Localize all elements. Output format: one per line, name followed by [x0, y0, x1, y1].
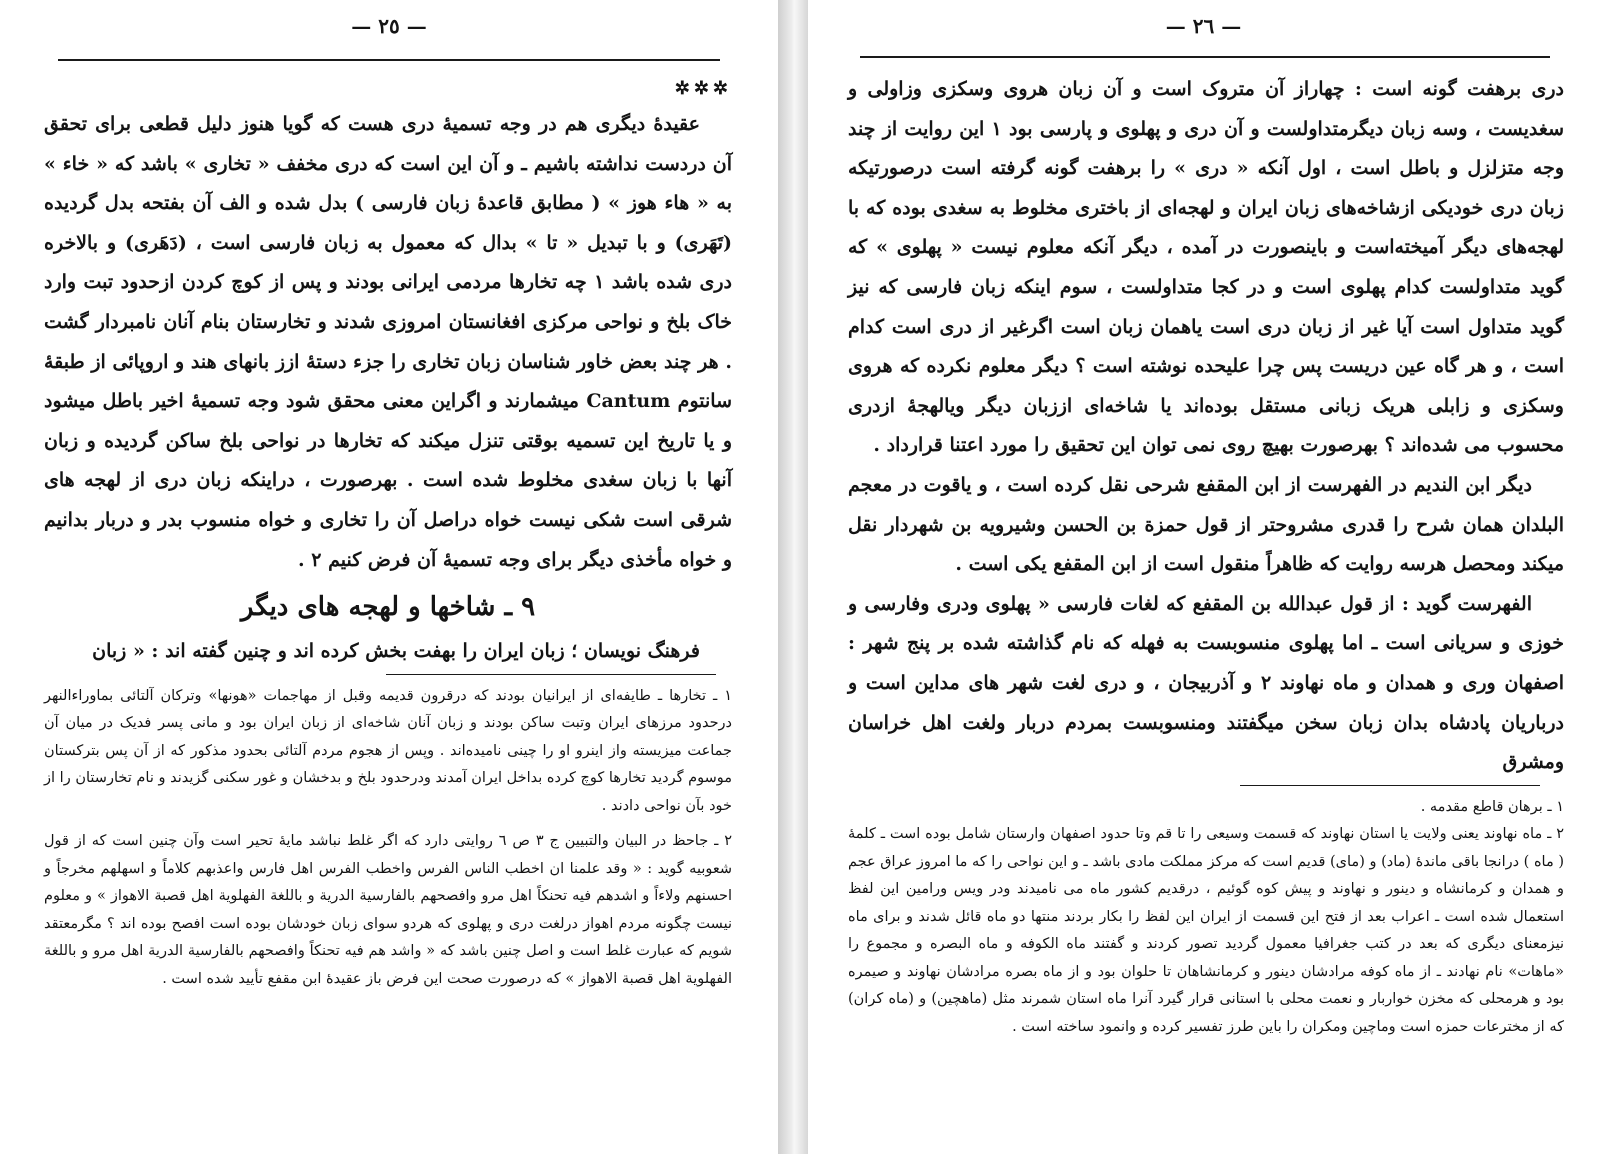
footnote: ١ ـ برهان قاطع مقدمه . [1420, 798, 1564, 815]
body-paragraph: فرهنگ نویسان ؛ زبان ایران را بهفت بخش کرده اند و چنین گفته اند : « زبان [92, 640, 700, 663]
body-paragraph: دیگر ابن الندیم در الفهرست از ابن المقفع شرحی نقل کرده است ، و یاقوت در معجم البلدان همان شرح را قدری مشروحتر از قول حمزة بن الحسن وشیرویه بن شهردار نقل میکند ومحصل هرسه روایت که ظاهراً منقول است از ابن المقفع یکی است . [848, 473, 1564, 576]
page-body [848, 70, 1564, 1041]
right-page [808, 0, 1599, 1154]
footnote: ١ ـ تخارها ـ طایفه‌ای از ایرانیان بودند که درقرون قدیمه وقبل از مهاجمات «هونها» وترکان آلتائی بماوراءالنهر درحدود مرزهای ایران وتبت ساکن بودند و زبان آنان شاخه‌ای از زبان ایران بود و مانی پسر فدیک در میان آن جماعت میزیسته واز اینرو او را چینی نامیده‌اند . وپس از هجوم مردم آلتائی بحدود مذکور که از آن پس بترکستان موسوم گردید تخارها کوچ کرده بداخل ایران آمدند ودرحدود بلخ و بدخشان و غور سکنی گزیدند و نام تخارستان را از خود بآن نواحی دادند . [44, 687, 732, 814]
section-heading: ٩ ـ شاخها و لهجه های دیگر [240, 592, 536, 623]
header-rule [58, 59, 720, 61]
body-paragraph: عقیدهٔ دیگری هم در وجه تسمیهٔ دری هست که گویا هنوز دلیل قطعی برای تحقق آن دردست نداشته باشیم ـ و آن این است که دری مخفف « تخاری » باشد که « خاء » به « هاء هوز » ( مطابق قاعدهٔ زبان فارسی ) بدل شده و الف آن بفتحه بدل گردیده (تَهَری) و با تبدیل « تا » بدال که معمول به زبان فارسی است ، (دَهَری) و بالاخره دری شده باشد ١ چه تخارها مردمی ایرانی بودند و پس از کوچ کردن ازحدود تبت وارد خاک بلخ و نواحی مرکزی افغانستان امروزی شدند و تخارستان بنام آنان نامبردار گشت . هر چند بعض خاور شناسان زبان تخاری را جزء دستهٔ ازز بانهای هند و اروپائی از طبقهٔ سانتوم Cantum میشمارند و اگراین معنی محقق شود وجه تسمیهٔ اخیر باطل میشود و یا تاریخ این تسمیه بوقتی تنزل میکند که تخارها در نواحی بلخ ساکن گردیده و زبان آنها با زبان سغدی مخلوط شده است . بهرصورت ، دراینکه زبان دری از لهجه های شرقی است شکی نیست خواه دراصل آن را تخاری و خواه منسوب بدر و دربار بدانیم و خواه مأخذی دیگر برای وجه تسمیهٔ آن فرض کنیم ٢ . [44, 113, 732, 571]
header-rule [860, 56, 1550, 58]
book-gutter [778, 0, 808, 1154]
body-paragraph: الفهرست گوید : از قول عبدالله بن المقفع که لغات فارسی « پهلوی ودری وفارسی و خوزی و سریانی است ـ اما پهلوی منسوبست به فهله که نام گذاشته شده بر پنج شهر : اصفهان وری و همدان و ماه نهاوند ٢ و آذربیجان ، و دری لغت شهر های مداین است و درباریان پادشاه بدان زبان سخن میگفتند ومنسوبست بمردم دربار ولغت اهل خراسان ومشرق [848, 592, 1564, 774]
footnote-rule [1240, 785, 1540, 786]
page-number: — ٢٥ — [351, 14, 427, 38]
body-paragraph: دری برهفت گونه است : چهاراز آن متروک است و آن زبان هروی وسکزی وزاولی و سغدیست ، وسه زبان دیگرمتداولست و آن دری و پهلوی و پارسی بود ١ این روایت از چند وجه متزلزل و باطل است ، اول آنکه « دری » را برهفت گونه گرفته است درصورتیکه زبان دری خودیکی ازشاخه‌های زبان ایران و لهجه‌ای از باختری مخلوط به سغدی بوده که با لهجه‌های دیگر آمیخته‌است و باینصورت در آمده ، دیگر آنکه معلوم نیست « پهلوی » که گوید متداولست کدام پهلوی است و در کجا متداولست ، سوم اینکه زبان فارسی که نیز گوید متداول است آیا غیر از زبان دری است یاهمان زبان است اگرغیر از دری است کدام است ، و هر گاه عین دریست پس چرا علیحده نوشته است ؟ دیگر معلوم نکرده که هروی وسکزی و زابلی هریک زبانی مستقل بوده‌اند یا شاخه‌ای اززبان دیگر ویالهجهٔ ازدری محسوب می شده‌اند ؟ بهرصورت بهیچ روی نمی توان این تحقیق را مورد اعتنا قرارداد . [848, 78, 1564, 457]
footnote: ٢ ـ جاحظ در البیان والتبیین ج ٣ ص ٦ روایتی دارد که اگر غلط نباشد مایهٔ تحیر است وآن چنین است که از قول شعوبیه گوید : « وقد علمنا ان اخطب الناس الفرس واخطب الفرس اهل فارس واعذبهم کلاماً و اسهلهم مخرجاً و احسنهم ولاءاً و اشدهم فیه تحنکاً اهل مرو وافصحهم بالفارسیة الدریة و باللغة الفهلویة اهل قصبة الاهواز » و معلوم نیست چگونه مردم اهواز درلغت دری و پهلوی که هردو سوای زبان خودشان بوده است افصح بوده اند ؟ مگرمعتقد شویم که عبارت غلط است و اصل چنین باشد که « واشد هم فیه تحنکاً وافصحهم بالفارسیة الدریة اهل مرو و باللغة الفهلویة اهل قصبة الاهواز » که درصورت صحت این فرض باز عقیدهٔ ابن مقفع تأیید شده است . [44, 833, 732, 987]
section-stars: ✲✲✲ [674, 78, 732, 99]
left-page [0, 0, 778, 1154]
footnote: ٢ ـ ماه نهاوند یعنی ولایت یا استان نهاوند که قسمت وسیعی را تا قم وتا حدود اصفهان وارستان شامل بوده است ـ کلمهٔ ( ماه ) درانجا باقی ماندهٔ (ماد) و (مای) قدیم است که مرکز مملکت مادی باشد ـ و این نواحی را که ما امروز عراق عجم و همدان و کرمانشاه و دینور و نهاوند و پیش کوه گوئیم ، درقدیم کشور ماه می نامیدند ودر ویس ورامین این لفظ استعمال شده است ـ اعراب بعد از فتح این قسمت از ایران این لفظ را بکار بردند منتها دو ماه قائل شدند و برای ماه نیزمعنای دیگری که بعد در کتب جغرافیا معمول گردید تصور کردند و گفتند ماه الکوفه و ماه البصره و مجموع را «ماهات» نام نهادند ـ از ماه کوفه مرادشان دینور و کرمانشاهان تا حلوان بود و از ماه بصره مرادشان نهاوند و صیمره بود و هرمحلی که مخزن خواربار و نعمت محلی با استانی قرار گیرد آنرا ماه استان شمرند مثل (ماهچین) و (ماه کران) که از مخترعات حمزه است وماچین ومکران را باین طرز تفسیر کرده و وانمود ساخته است . [848, 826, 1564, 1035]
page-body [44, 78, 732, 993]
footnote-rule [386, 674, 716, 675]
page-number: — ٢٦ — [1165, 14, 1242, 38]
